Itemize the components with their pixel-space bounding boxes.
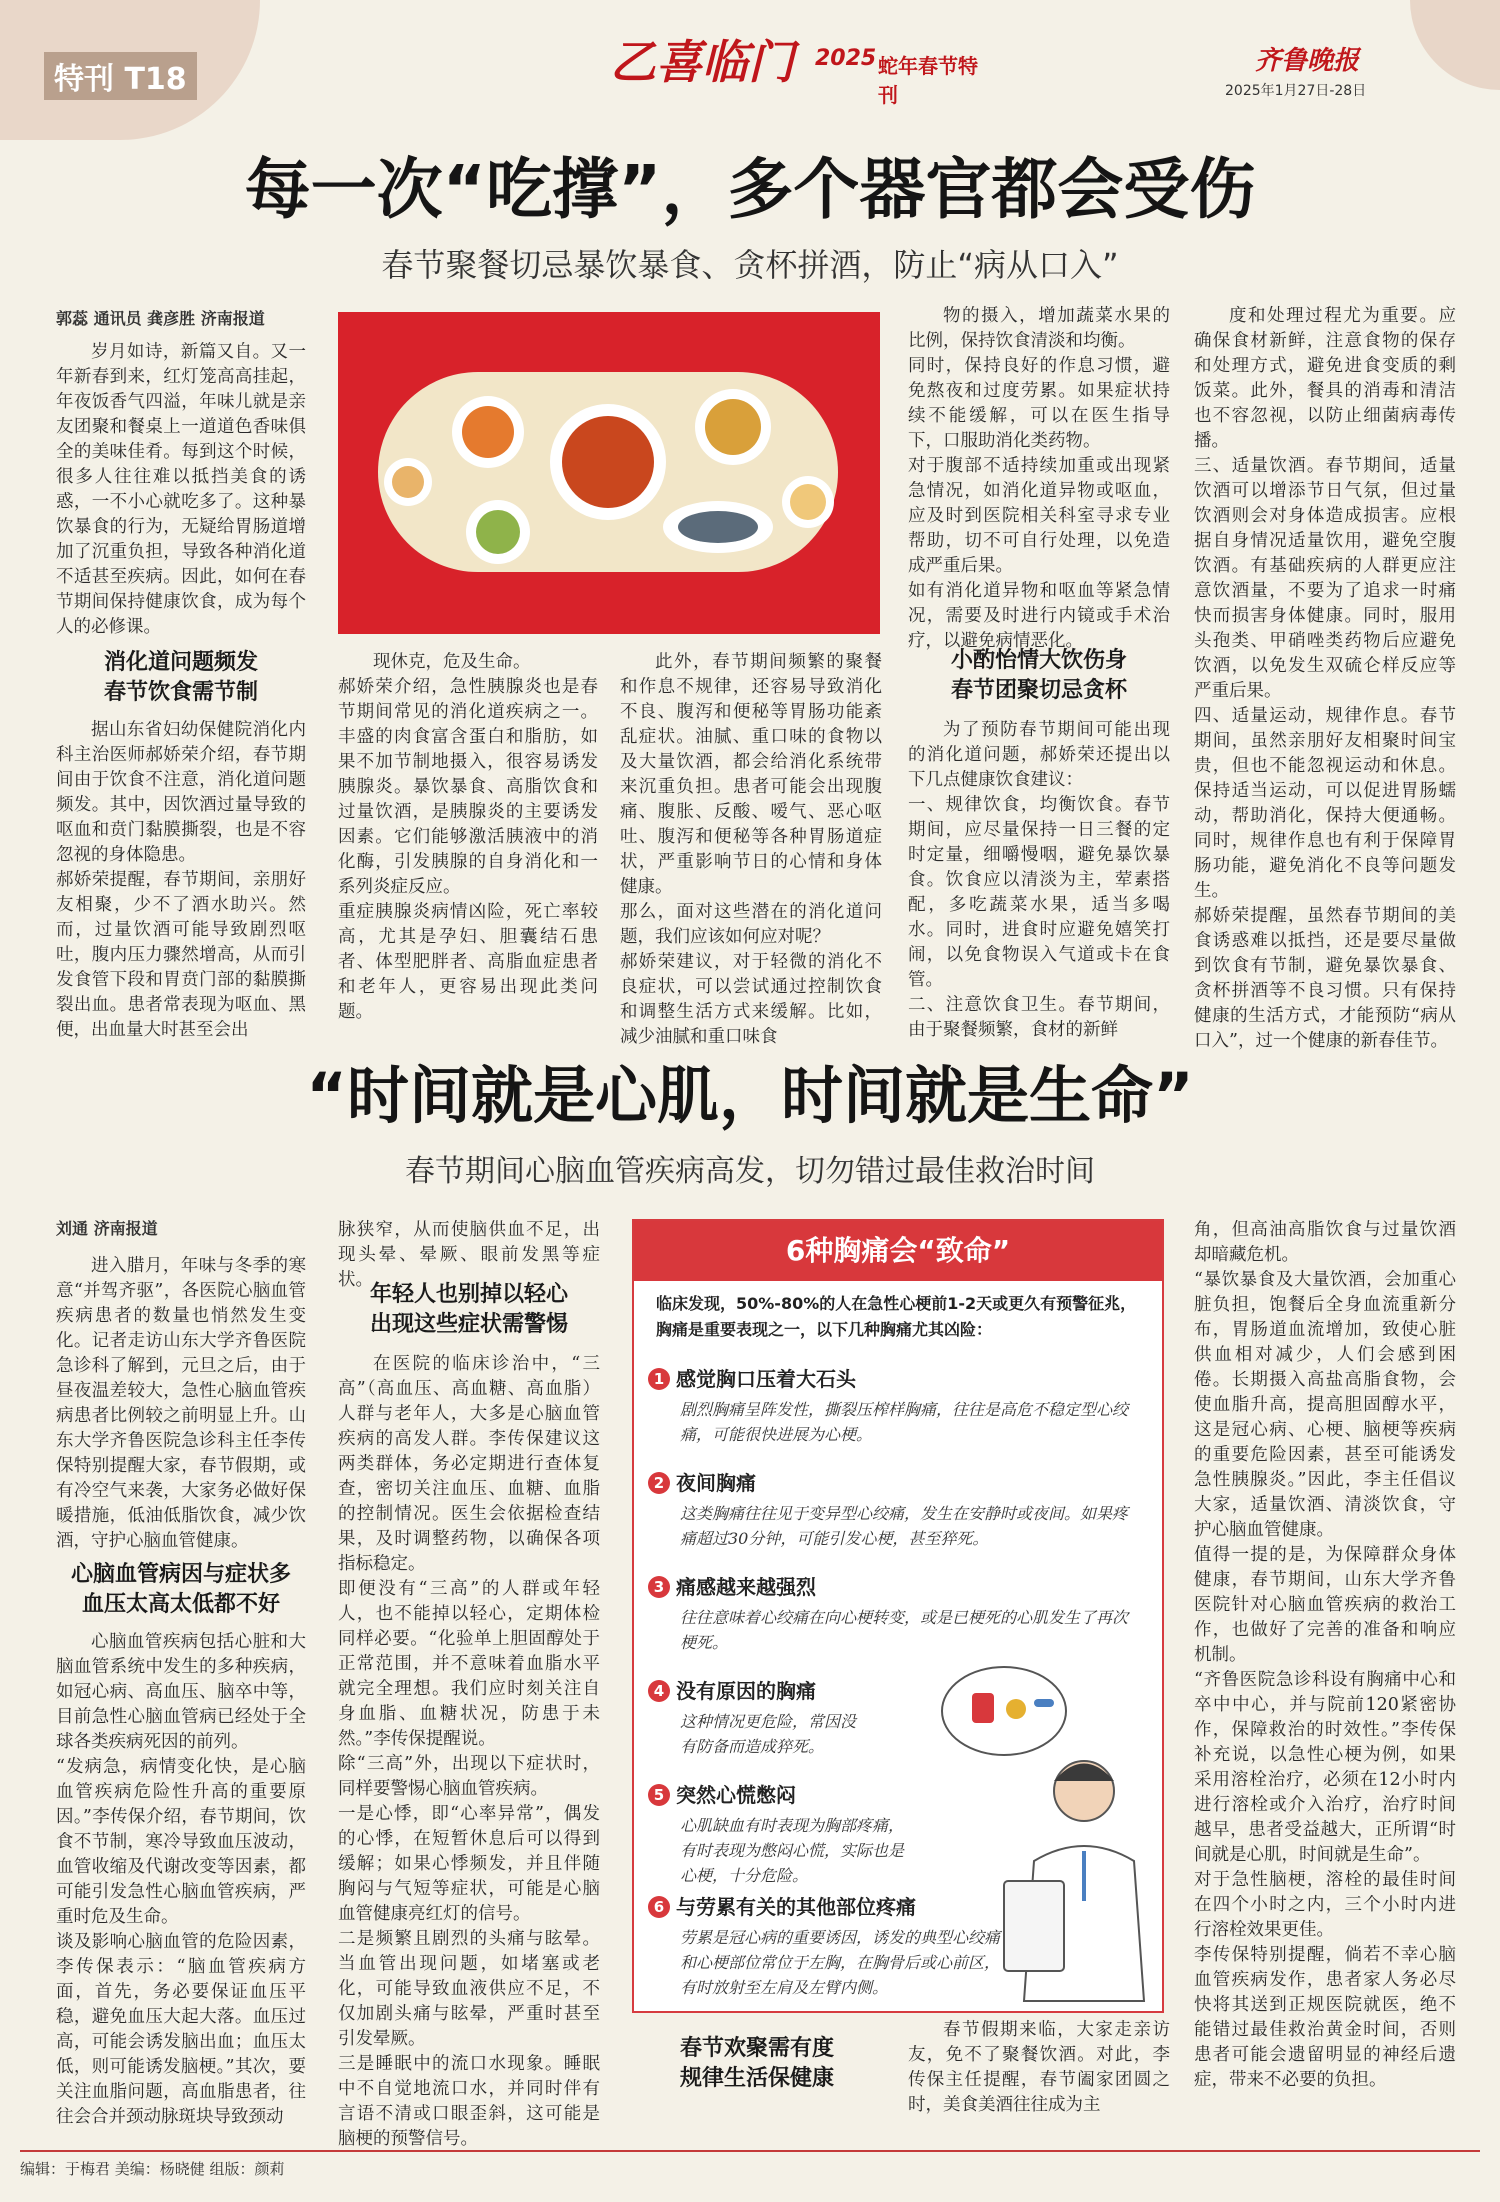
article1-col5: 度和处理过程尤为重要。应确保食材新鲜，注意食物的保存和处理方式，避免进食变质的剩饭菜。此外，餐具的消毒和清洁也不容忽视，以防止细菌病毒传播。 三、适量饮酒。春节期间，适量饮酒可以增添节日气氛，但过量饮酒则会对身体造成损害。应根据自身情况适量饮用，避免空腹饮酒。有基础疾病的人群更应注意饮酒量，不要为了追求一时痛快而损害身体健康。同时，服用头孢类、甲硝唑类药物后应避免饮酒，以免发生双硫仑样反应等严重后果。 四、适量运动，规律作息。春节期间，虽然亲朋好友相聚时间宝贵，但也不能忽视运动和休息。保持适当运动，可以促进胃肠蠕动，帮助消化，保持大便通畅。同时，规律作息也有利于保障胃肠功能，避免消化不良等问题发生。 郝娇荣提醒，虽然春节期间的美食诱惑难以抵挡，还是要尽量做到饮食有节制，避免暴饮暴食、贪杯拼酒等不良习惯。只有保持健康的生活方式，才能预防“病从口入”，过一个健康的新春佳节。 — [1194, 306, 1456, 1051]
article1-subhead-2: 小酌怡情大饮伤身 春节团聚切忌贪杯 — [950, 648, 1127, 703]
article2-subhead-3: 春节欢聚需有度 规律生活保健康 — [679, 2036, 834, 2091]
newspaper-logo: 齐鲁晚报 — [1255, 46, 1360, 76]
pain-item-4-desc: 这种情况更危险，常因没有防备而造成猝死。 — [680, 1712, 857, 1756]
article2-intro: 进入腊月，年味与冬季的寒意“并驾齐驱”，各医院心脑血管疾病患者的数量也悄然发生变化。记者走访山东大学齐鲁医院急诊科了解到，元旦之后，由于昼夜温差较大，急性心脑血管疾病患者比例较之前明显上升。山东大学齐鲁医院急诊科主任李传保特别提醒大家，春节假期，或有冷空气来袭，大家务必做好保暖措施，低油低脂饮食，减少饮酒，守护心脑血管健康。 — [56, 1256, 306, 1551]
pain-item-5-title: 5 突然心慌憋闷 — [648, 1779, 796, 1808]
article2-byline: 刘通 济南报道 — [56, 1219, 158, 1238]
pain-item-1-title: 1 感觉胸口压着大石头 — [648, 1363, 856, 1392]
pain-item-2-title: 2 夜间胸痛 — [648, 1467, 756, 1496]
article2-headline: “时间就是心肌，时间就是生命” — [306, 1059, 1194, 1132]
article2-col4: 角，但高油高脂饮食与过量饮酒却暗藏危机。 “暴饮暴食及大量饮酒，会加重心脏负担，饱餐后全身血流重新分布，胃肠道血流增加，致使心脏供血相对减少，人们会感到困倦。长期摄入高盐高脂食物，会使血脂升高，提高胆固醇水平，这是冠心病、心梗、脑梗等疾病的重要危险因素，甚至可能诱发急性胰腺炎。”因此，李主任倡议大家，适量饮酒、清淡饮食，守护心脑血管健康。 值得一提的是，为保障群众身体健康，春节期间，山东大学齐鲁医院针对心脑血管疾病的救治工作，也做好了完善的准备和响应机制。 “齐鲁医院急诊科设有胸痛中心和卒中中心，并与院前120紧密协作，保障救治的时效性。”李传保补充说，以急性心梗为例，如果采用溶栓治疗，必须在12小时内进行溶栓或介入治疗，治疗时间越早，患者受益越大，正所谓“时间就是心肌，时间就是生命”。 对于急性脑梗，溶栓的最佳时间在四个小时之内，三个小时内进行溶栓效果更佳。 李传保特别提醒，倘若不幸心脑血管疾病发作，患者家人务必尽快将其送到正规医院就医，绝不能错过最佳救治黄金时间，否则患者可能会遗留明显的神经后遗症，带来不必要的负担。 — [1194, 1220, 1456, 2090]
header-flower-decoration — [1410, 0, 1500, 90]
food-table-illustration — [338, 312, 880, 634]
article1-subtitle: 春节聚餐切忌暴饮暴食、贪杯拼酒，防止“病从口入” — [381, 246, 1119, 284]
food-illustration-svg — [338, 312, 880, 634]
article1-col1: 据山东省妇幼保健院消化内科主治医师郝娇荣介绍，春节期间由于饮食不注意，消化道问题频发。其中，因饮酒过量导致的呕血和贲门黏膜撕裂，也是不容忽视的身体隐患。 郝娇荣提醒，春节期间，亲朋好友相聚，少不了酒水助兴。然而，过量饮酒可能导致剧烈呕吐，腹内压力骤然增高，从而引发食管下段和胃贲门部的黏膜撕裂出血。患者常表现为呕血、黑便，出血量大时甚至会出 — [56, 720, 306, 1040]
article2-col3-bottom: 春节假期来临，大家走亲访友，免不了聚餐饮酒。对此，李传保主任提醒，春节阖家团圆之时，美食美酒往往成为主 — [908, 2020, 1170, 2115]
pain-item-5-desc: 心肌缺血有时表现为胸部疼痛，有时表现为憋闷心慌，实际也是心梗，十分危险。 — [680, 1816, 905, 1885]
issue-date: 2025年1月27日-28日 — [1225, 83, 1367, 99]
page-label: 特刊 T18 — [44, 52, 197, 100]
article1-col2: 现休克，危及生命。 郝娇荣介绍，急性胰腺炎也是春节期间常见的消化道疾病之一。丰盛的肉食富含蛋白和脂肪，如果不加节制地摄入，很容易诱发胰腺炎。暴饮暴食、高脂饮食和过量饮酒，是胰腺炎的主要诱发因素。它们能够激活胰液中的消化酶，引发胰腺的自身消化和一系列炎症反应。 重症胰腺炎病情凶险，死亡率较高，尤其是孕妇、胆囊结石患者、体型肥胖者、高脂血症患者和老年人，更容易出现此类问题。 — [338, 652, 598, 1022]
article2-col2: 在医院的临床诊治中，“三高”（高血压、高血糖、高血脂）人群与老年人，大多是心脑血管疾病的高发人群。李传保建议这两类群体，务必定期进行查体复查，密切关注血压、血糖、血脂的控制情况。医生会依据检查结果，及时调整药物，以确保各项指标稳定。 即便没有“三高”的人群或年轻人，也不能掉以轻心，定期体检同样必要。“化验单上胆固醇处于正常范围，并不意味着血脂水平就完全理想。我们应时刻关注自身血脂、血糖状况，防患于未然。”李传保提醒说。 除“三高”外，出现以下症状时，同样要警惕心脑血管疾病。 一是心悸，即“心率异常”，偶发的心悸，在短暂休息后可以得到缓解；如果心悸频发，并且伴随胸闷与气短等症状，可能是心脑血管健康亮红灯的信号。 二是频繁且剧烈的头痛与眩晕。当血管出现问题，如堵塞或老化，可能导致血液供应不足，不仅加剧头痛与眩晕，严重时甚至引发晕厥。 三是睡眠中的流口水现象。睡眠中不自觉地流口水，并同时伴有言语不清或口眼歪斜，这可能是脑梗的预警信号。 — [338, 1354, 600, 2149]
pain-item-6-desc: 劳累是冠心病的重要诱因，诱发的典型心绞痛和心梗部位常位于左胸，在胸骨后或心前区，有时放射至左肩及左臂内侧。 — [680, 1928, 1001, 1997]
article2-col2-top: 脉狭窄，从而使脑供血不足，出现头晕、晕厥、眼前发黑等症状。 — [338, 1220, 600, 1290]
footer-divider — [20, 2150, 1480, 2152]
pain-item-4-title: 4 没有原因的胸痛 — [648, 1675, 816, 1704]
doctor-illustration-icon — [934, 1651, 1154, 2001]
editor-credits: 编辑：于梅君 美编：杨晓健 组版：颜莉 — [20, 2160, 285, 2178]
article1-col3: 此外，春节期间频繁的聚餐和作息不规律，还容易导致消化不良、腹泻和便秘等胃肠功能紊乱症状。油腻、重口味的食物以及大量饮酒，都会给消化系统带来沉重负担。患者可能会出现腹痛、腹胀、反酸、嗳气、恶心呕吐、腹泻和便秘等各种胃肠道症状，严重影响节日的心情和身体健康。 那么，面对这些潜在的消化道问题，我们应该如何应对呢？ 郝娇荣建议，对于轻微的消化不良症状，可以尝试通过控制饮食和调整生活方式来缓解。比如，减少油腻和重口味食 — [620, 652, 882, 1047]
banner-sub: 蛇年春节特刊 — [878, 54, 978, 107]
article1-intro: 岁月如诗，新篇又自。又一年新春到来，红灯笼高高挂起，年夜饭香气四溢，年味儿就是亲友团聚和餐桌上一道道色香味俱全的美味佳肴。每到这个时候，很多人往往难以抵挡美食的诱惑，一不小心就吃多了。这种暴饮暴食的行为，无疑给胃肠道增加了沉重负担，导致各种消化道不适甚至疾病。因此，如何在春节期间保持健康饮食，成为每个人的必修课。 — [56, 342, 306, 637]
article2-col1: 心脑血管疾病包括心脏和大脑血管系统中发生的多种疾病，如冠心病、高血压、脑卒中等，目前急性心脑血管病已经处于全球各类疾病死因的前列。 “发病急，病情变化快，是心脑血管疾病危险性升高的重要原因。”李传保介绍，春节期间，饮食不节制，寒冷导致血压波动，血管收缩及代谢改变等因素，都可能引发急性心脑血管疾病，严重时危及生命。 谈及影响心脑血管的危险因素，李传保表示：“脑血管疾病方面，首先，务必要保证血压平稳，避免血压大起大落。血压过高，可能会诱发脑出血；血压太低，则可能诱发脑梗。”其次，要关注血脂问题，高血脂患者，往往会合并颈动脉斑块导致颈动 — [56, 1632, 306, 2127]
article1-headline: 每一次“吃撑”，多个器官都会受伤 — [244, 151, 1256, 228]
article2-subtitle: 春节期间心脑血管疾病高发，切勿错过最佳救治时间 — [405, 1154, 1095, 1189]
banner-year: 2025 — [815, 46, 877, 71]
pain-item-3-title: 3 痛感越来越强烈 — [648, 1571, 816, 1600]
pain-item-3-desc: 往往意味着心绞痛在向心梗转变，或是已梗死的心肌发生了再次梗死。 — [680, 1608, 1129, 1652]
article1-subhead-1: 消化道问题频发 春节饮食需节制 — [103, 650, 258, 705]
box-title: 6种胸痛会“致命” — [634, 1221, 1162, 1281]
box-lead: 临床发现，50%-80%的人在急性心梗前1-2天或更久有预警征兆，胸痛是重要表现之一，以下几种胸痛尤其凶险： — [656, 1294, 1137, 1339]
banner-main: 乙喜临门 — [610, 35, 794, 89]
article1-byline: 郭蕊 通讯员 龚彦胜 济南报道 — [56, 309, 265, 328]
pain-item-1-desc: 剧烈胸痛呈阵发性，撕裂压榨样胸痛，往往是高危不稳定型心绞痛，可能很快进展为心梗。 — [680, 1400, 1129, 1444]
pain-item-2-desc: 这类胸痛往往见于变异型心绞痛，发生在安静时或夜间。如果疼痛超过30分钟，可能引发心梗，甚至猝死。 — [680, 1504, 1129, 1548]
chest-pain-box — [632, 1219, 1164, 2013]
article2-subhead-1: 心脑血管病因与症状多 血压太高太低都不好 — [70, 1562, 291, 1617]
pain-item-6-title: 6 与劳累有关的其他部位疼痛 — [648, 1891, 916, 1920]
festival-banner — [560, 22, 980, 107]
article2-subhead-2: 年轻人也别掉以轻心 出现这些症状需警惕 — [369, 1282, 568, 1337]
article1-col4-bottom: 为了预防春节期间可能出现的消化道问题，郝娇荣还提出以下几点健康饮食建议： 一、规律饮食，均衡饮食。春节期间，应尽量保持一日三餐的定时定量，细嚼慢咽，避免暴饮暴食。饮食应以清淡为主，荤素搭配，多吃蔬菜水果，适当多喝水。同时，进食时应避免嬉笑打闹，以免食物误入气道或卡在食管。 二、注意饮食卫生。春节期间，由于聚餐频繁，食材的新鲜 — [908, 720, 1170, 1040]
article1-col4-top: 物的摄入，增加蔬菜水果的比例，保持饮食清淡和均衡。 同时，保持良好的作息习惯，避免熬夜和过度劳累。如果症状持续不能缓解，可以在医生指导下，口服助消化类药物。 对于腹部不适持续加重或出现紧急情况，如消化道异物或呕血，应及时到医院相关科室寻求专业帮助，切不可自行处理，以免造成严重后果。 如有消化道异物和呕血等紧急情况，需要及时进行内镜或手术治疗，以避免病情恶化。 — [908, 306, 1170, 651]
